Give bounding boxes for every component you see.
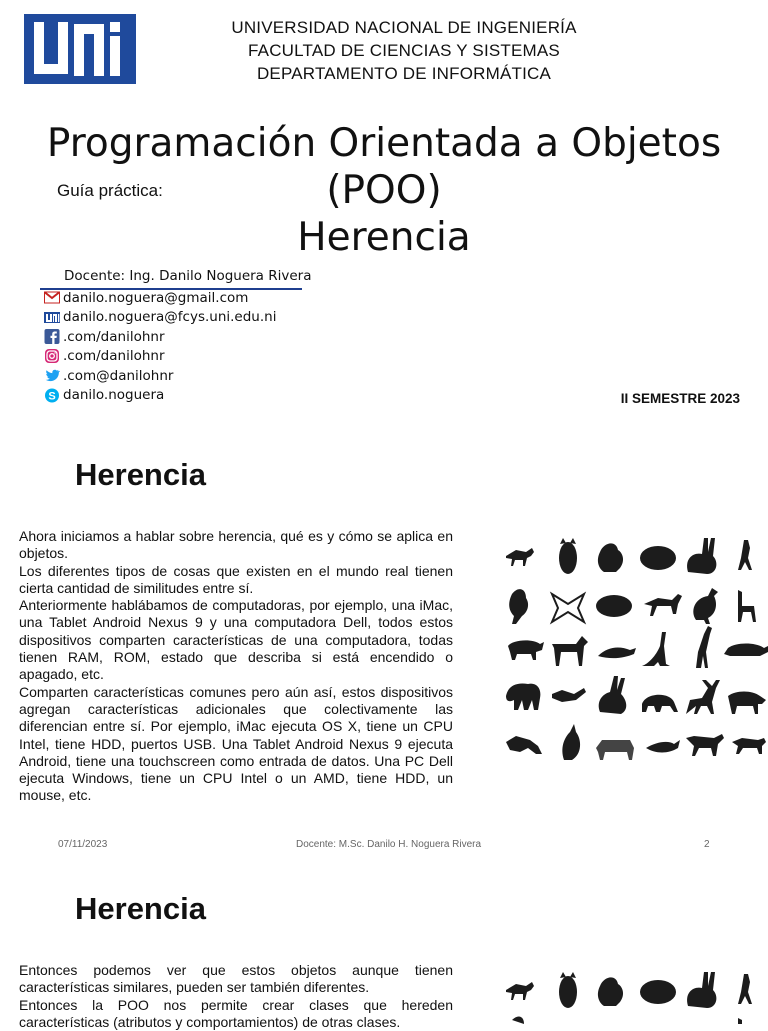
- contact-instagram[interactable]: [44, 347, 344, 367]
- slide-heading: Herencia: [75, 457, 206, 492]
- institution-header: [200, 16, 608, 85]
- svg-text:S: S: [48, 390, 56, 403]
- footer-date: 07/11/2023: [58, 839, 108, 850]
- slide-heading: Herencia: [75, 891, 206, 926]
- contact-list: [44, 288, 344, 405]
- contact-text: danilo.noguera@gmail.com: [63, 289, 249, 306]
- contact-facebook[interactable]: [44, 327, 344, 347]
- footer-page-number: 2: [704, 839, 710, 850]
- footer-author: Docente: M.Sc. Danilo H. Noguera Rivera: [296, 839, 482, 850]
- title-line-2: (POO): [326, 168, 442, 213]
- guide-label: Guía práctica:: [57, 181, 163, 200]
- slide-body: [19, 962, 453, 1031]
- uni-logo: [24, 14, 136, 84]
- paragraph: Entonces la POO nos permite crear clases que hereden características (atributos y comportamientos) de otras clases.: [19, 996, 453, 1030]
- contact-twitter[interactable]: [44, 366, 344, 386]
- department-name: DEPARTAMENTO DE INFORMÁTICA: [256, 64, 552, 83]
- animal-silhouettes-image: [500, 968, 768, 1024]
- contact-skype[interactable]: [44, 386, 344, 406]
- paragraph: Comparten características comunes pero aún así, estos dispositivos agregan características adicionales que colectivamente las diferencian entre sí. Por ejemplo, iMac ejecuta OS X, tiene un CPU Intel, tiene HDD, puertos USB. Una Tablet Android Nexus 9 ejecuta Android, tiene una touchscreen como entrada de datos. Una PC Dell ejecuta Windows, tiene un CPU Intel o un AMD, tiene HDD, un mouse, etc.: [19, 683, 453, 804]
- animal-silhouettes-image: [500, 534, 768, 769]
- university-name: UNIVERSIDAD NACIONAL DE INGENIERÍA: [231, 18, 577, 37]
- instagram-icon: [44, 349, 60, 364]
- facebook-icon: [44, 329, 60, 344]
- contact-text: danilo.noguera@fcys.uni.edu.ni: [63, 309, 277, 326]
- paragraph: Entonces podemos ver que estos objetos aunque tienen características similares, pueden ser también diferentes.: [19, 962, 453, 996]
- skype-icon: [44, 388, 60, 403]
- slide-body: [19, 528, 453, 805]
- twitter-icon: [44, 368, 60, 383]
- contact-text: danilo.noguera: [63, 387, 165, 404]
- contact-uni[interactable]: [44, 308, 344, 328]
- title-line-1: Programación Orientada a Objetos: [46, 121, 722, 166]
- contact-gmail[interactable]: [44, 288, 344, 308]
- semester-label: II SEMESTRE 2023: [620, 391, 740, 406]
- contact-text: .com@danilohnr: [63, 367, 174, 384]
- contact-text: .com/danilohnr: [63, 348, 165, 365]
- uni-icon: [44, 310, 60, 325]
- teacher-name: Docente: Ing. Danilo Noguera Rivera: [64, 268, 312, 284]
- paragraph: Los diferentes tipos de cosas que existen en el mundo real tienen cierta cantidad de similitudes entre sí.: [19, 562, 453, 596]
- paragraph: Anteriormente hablábamos de computadoras, por ejemplo, una iMac, una Tablet Android Nexus 9 y una computadora Dell, todos estos dispositivos comparten características de una computadora, todas tienen RAM, ROM, estado que describa si está encendido o apagado, etc.: [19, 597, 453, 683]
- contact-text: .com/danilohnr: [63, 328, 165, 345]
- gmail-icon: [44, 290, 60, 305]
- faculty-name: FACULTAD DE CIENCIAS Y SISTEMAS: [248, 41, 560, 60]
- title-line-3: Herencia: [297, 215, 471, 260]
- paragraph: Ahora iniciamos a hablar sobre herencia, qué es y cómo se aplica en objetos.: [19, 528, 453, 562]
